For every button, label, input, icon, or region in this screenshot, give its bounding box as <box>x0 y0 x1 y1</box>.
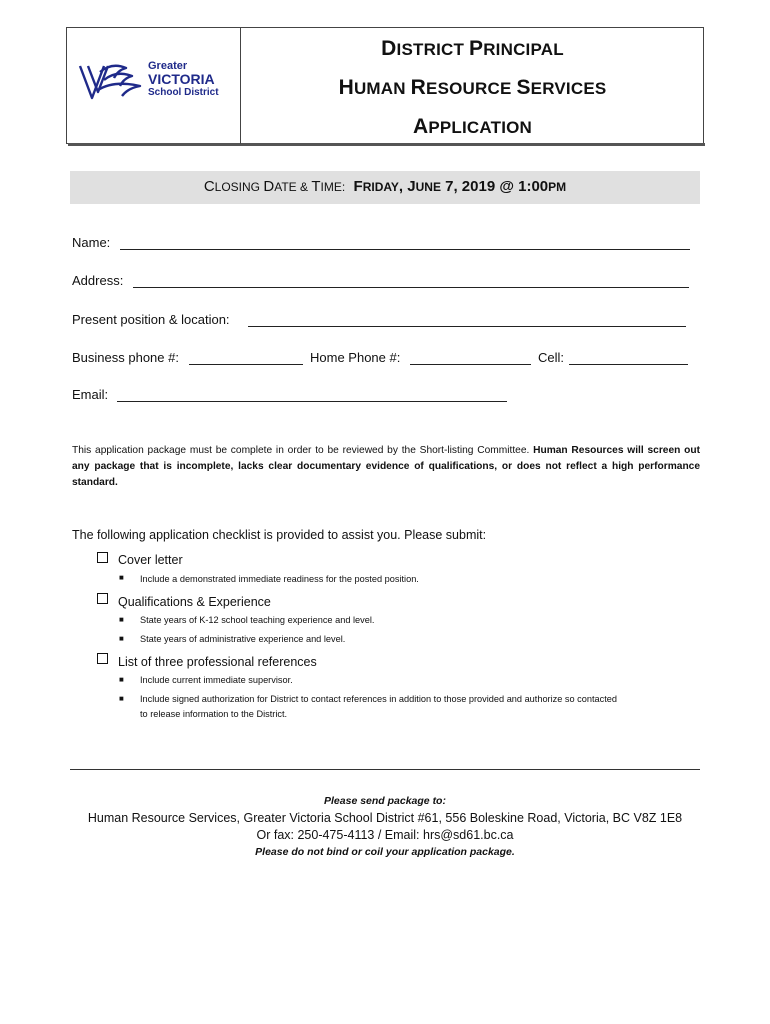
footer-contact: Or fax: 250-475-4113 / Email: hrs@sd61.bc.ca <box>256 828 514 842</box>
title-line-1: DISTRICT PRINCIPAL <box>381 37 564 60</box>
notice-paragraph: This application package must be complete in order to be reviewed by the Short-listing Committee. Human Resources will screen out any package that is incomplete, lacks clear documentary evidence of qualifications, or does not reflect a high performance standard. <box>72 445 700 488</box>
checklist-item-qualifications: Qualifications & Experience <box>118 595 271 609</box>
footer-send-to: Please send package to: <box>324 795 446 807</box>
checklist-sub-item: State years of K-12 school teaching experience and level. <box>140 615 375 625</box>
checklist-item-references: List of three professional references <box>118 655 317 669</box>
logo-line-victoria: VICTORIA <box>148 71 215 87</box>
cell-field[interactable] <box>569 364 688 365</box>
checklist-item-cover-letter: Cover letter <box>118 553 183 567</box>
bullet-icon: ■ <box>119 573 124 582</box>
footer-address: Human Resource Services, Greater Victoria School District #61, 556 Boleskine Road, Victoria, BC V8Z 1E8 <box>87 811 683 825</box>
name-field[interactable] <box>120 249 690 250</box>
closing-date-text: CLOSING DATE & TIME: FRIDAY, JUNE 7, 2019 @ 1:00PM <box>203 178 567 195</box>
footer-divider <box>70 769 700 770</box>
checkbox-qualifications[interactable] <box>97 593 108 604</box>
bullet-icon: ■ <box>119 634 124 643</box>
bullet-icon: ■ <box>119 694 124 703</box>
name-label: Name: <box>72 235 111 250</box>
logo-mark-icon <box>78 58 146 106</box>
position-field[interactable] <box>248 326 686 327</box>
logo-line-school-district: School District <box>148 87 219 98</box>
checkbox-references[interactable] <box>97 653 108 664</box>
email-field[interactable] <box>117 401 507 402</box>
checklist-sub-item: Include signed authorization for District to contact references in addition to those provided and authorize so contacted <box>140 694 618 704</box>
title-line-2: HUMAN RESOURCE SERVICES <box>338 76 607 99</box>
checklist-sub-item: Include a demonstrated immediate readiness for the posted position. <box>140 574 419 584</box>
cell-label: Cell: <box>538 350 565 365</box>
checkbox-cover-letter[interactable] <box>97 552 108 563</box>
title-line-3: APPLICATION <box>412 115 533 138</box>
email-label: Email: <box>72 387 109 402</box>
checklist-intro: The following application checklist is provided to assist you. Please submit: <box>72 528 487 542</box>
business-phone-field[interactable] <box>189 364 303 365</box>
footer-note: Please do not bind or coil your application package. <box>255 846 515 858</box>
home-phone-field[interactable] <box>410 364 531 365</box>
address-label: Address: <box>72 273 124 288</box>
position-label: Present position & location: <box>72 312 230 327</box>
district-logo <box>78 58 228 106</box>
home-phone-label: Home Phone #: <box>310 350 401 365</box>
bullet-icon: ■ <box>119 675 124 684</box>
checklist-sub-item: Include current immediate supervisor. <box>140 675 293 685</box>
business-phone-label: Business phone #: <box>72 350 179 365</box>
checklist-sub-item: to release information to the District. <box>140 709 288 719</box>
page-title <box>241 30 704 147</box>
checklist-sub-item: State years of administrative experience and level. <box>140 634 346 644</box>
bullet-icon: ■ <box>119 615 124 624</box>
address-field[interactable] <box>133 287 689 288</box>
logo-line-greater: Greater <box>148 60 188 72</box>
